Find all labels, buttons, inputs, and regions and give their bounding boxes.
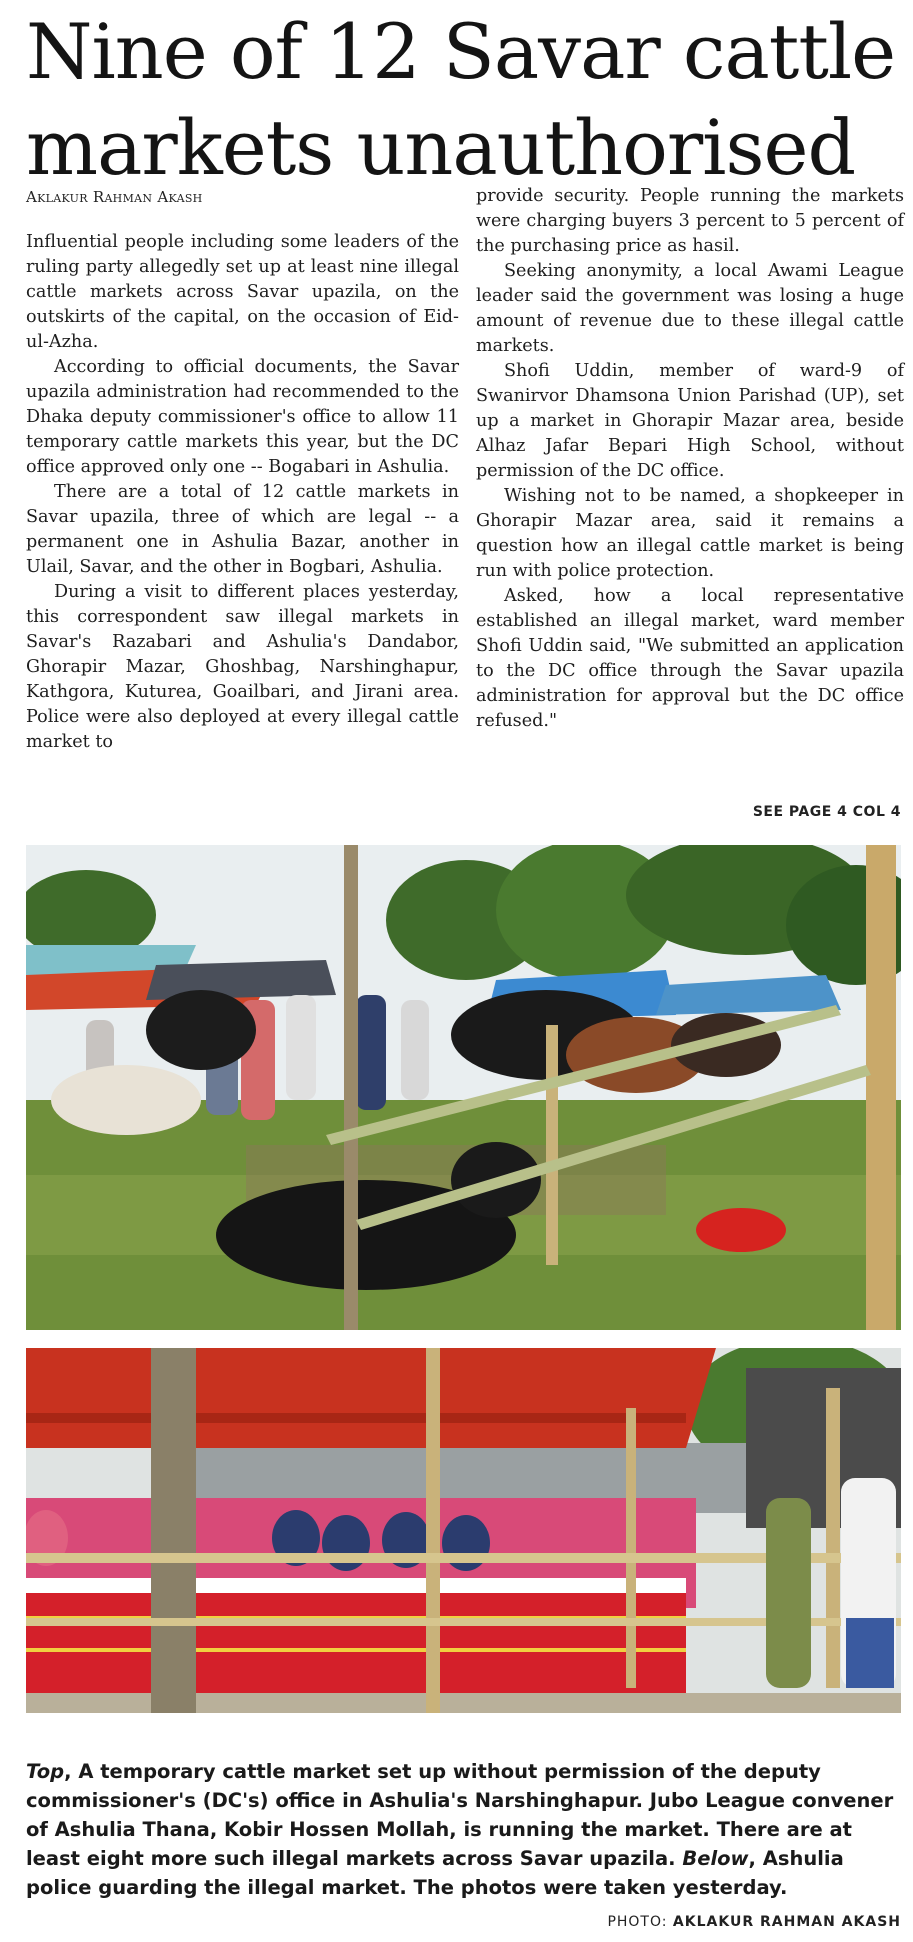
photo-caption xyxy=(26,1757,906,1902)
article-paragraph: Influential people including some leaders of the ruling party allegedly set up at least nine illegal cattle markets across Savar upazila, on the outskirts of the capital, on the occasion of Eid-ul-Azha. xyxy=(26,232,459,352)
photo-police-guarding xyxy=(26,1348,901,1713)
article-paragraph: Seeking anonymity, a local Awami League leader said the government was losing a huge amount of revenue due to these illegal cattle markets. xyxy=(476,261,904,356)
article-paragraph: According to official documents, the Savar upazila administration had recommended to the Dhaka deputy commissioner's office to allow 11 temporary cattle markets this year, but the DC office approved only one -- Bogabari in Ashulia. xyxy=(26,357,459,477)
continuation-note: SEE PAGE 4 COL 4 xyxy=(752,804,901,820)
caption-bottom-text: , Ashulia police guarding the illegal market. The photos were taken yesterday. xyxy=(26,1847,844,1899)
article-paragraph: Shofi Uddin, member of ward-9 of Swanirvor Dhamsona Union Parishad (UP), set up a market in Ghorapir Mazar area, beside Alhaz Jafar Bepari High School, without permission of the DC office. xyxy=(476,361,904,481)
article-column-right xyxy=(476,184,904,734)
article-paragraph: provide security. People running the markets were charging buyers 3 percent to 5 percent of the purchasing price as hasil. xyxy=(476,186,904,256)
photo-credit xyxy=(607,1914,901,1930)
article-paragraph: Wishing not to be named, a shopkeeper in Ghorapir Mazar area, said it remains a question how an illegal cattle market is being run with police protection. xyxy=(476,486,904,581)
byline: Aklakur Rahman Akash xyxy=(26,188,203,206)
caption-top-text: , A temporary cattle market set up without permission of the deputy commissioner's (DC's) office in Ashulia's Narshinghapur. Jubo League convener of Ashulia Thana, Kobir Hossen Mollah, is running the market. There are at least eight more such illegal markets across Savar upazila. xyxy=(26,1760,894,1870)
caption-top-label: Top xyxy=(26,1760,65,1783)
photo-credit-name: AKLAKUR RAHMAN AKASH xyxy=(672,1914,901,1930)
article-paragraph: During a visit to different places yesterday, this correspondent saw illegal markets in Savar's Razabari and Ashulia's Dandabor, Ghorapir Mazar, Ghoshbag, Narshinghapur, Kathgora, Kuturea, Goailbari, and Jirani area. Police were also deployed at every illegal cattle market to xyxy=(26,582,459,752)
article-paragraph: There are a total of 12 cattle markets in Savar upazila, three of which are legal -- a permanent one in Ashulia Bazar, another in Ulail, Savar, and the other in Bogbari, Ashulia. xyxy=(26,482,459,577)
article-paragraph: Asked, how a local representative established an illegal market, ward member Shofi Uddin said, "We submitted an application to the DC office through the Savar upazila administration for approval but the DC office refused." xyxy=(476,586,904,731)
photo-credit-label: PHOTO: xyxy=(607,1914,673,1930)
photo-cattle-market xyxy=(26,845,901,1330)
headline: Nine of 12 Savar cattle markets unauthorised xyxy=(26,7,896,192)
article-column-left xyxy=(26,230,459,755)
caption-bottom-label: Below xyxy=(682,1847,749,1870)
